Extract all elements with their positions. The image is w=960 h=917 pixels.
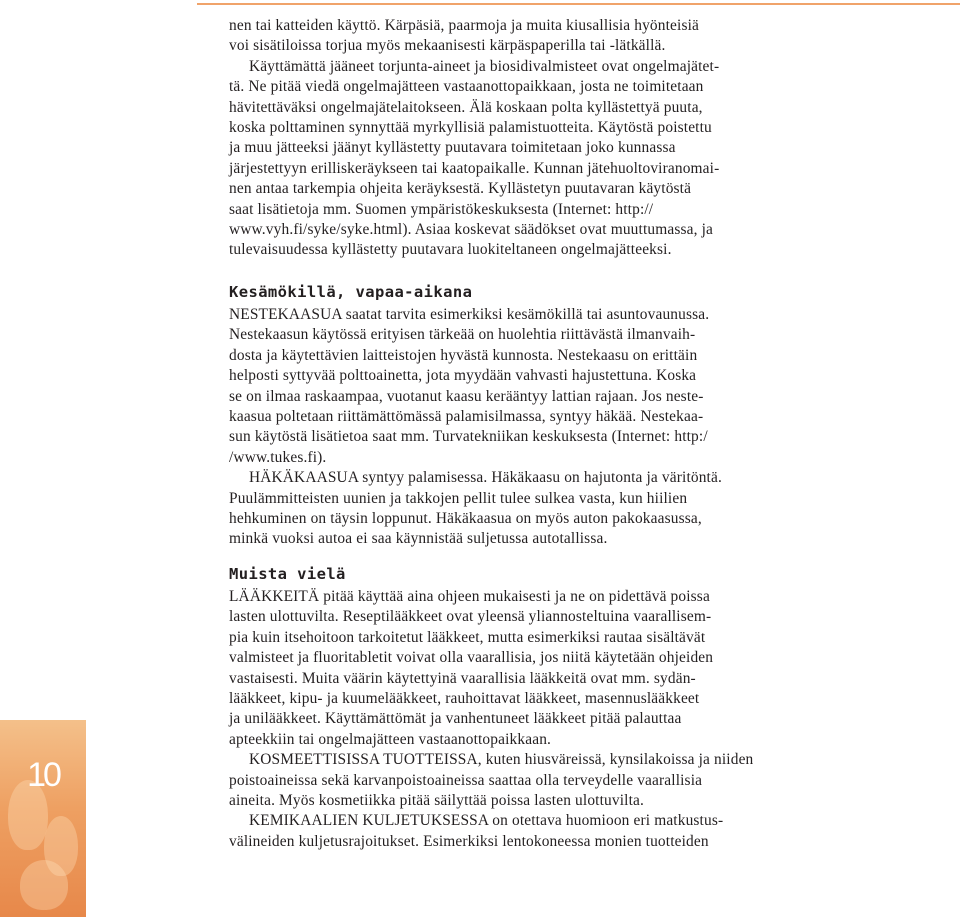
text-line: helposti syttyvää polttoainetta, jota myydään vahvasti hajustettuna. Koska [229, 367, 697, 385]
text-line: Puulämmitteisten uunien ja takkojen pellit tulee sulkea vasta, kun hiilien [229, 489, 688, 507]
text-line: koska polttaminen synnyttää myrkyllisiä palamistuotteita. Käytöstä poistettu [229, 119, 712, 137]
section-heading-muista-viela: Muista vielä [229, 565, 346, 583]
text-line: poistoaineissa sekä karvanpoistoaineissa saattaa olla terveydelle vaarallisia [229, 771, 703, 789]
section-heading-vapaa-aika: Kesämökillä, vapaa-aikana [229, 283, 473, 301]
text-line: sun käytöstä lisätietoa saat mm. Turvatekniikan keskuksesta (Internet: http:/ [229, 428, 708, 446]
text-line: tä. Ne pitää viedä ongelmajätteen vastaanottopaikkaan, josta ne toimitetaan [229, 78, 704, 96]
text-line: www.vyh.fi/syke/syke.html). Asiaa koskevat säädökset ovat muuttumassa, ja [229, 221, 713, 239]
text-line: Käyttämättä jääneet torjunta-aineet ja biosidivalmisteet ovat ongelmajätet- [249, 57, 720, 75]
text-line: /www.tukes.fi). [229, 448, 327, 466]
text-line: lääkkeet, kipu- ja kuumelääkkeet, rauhoittavat lääkkeet, masennuslääkkeet [229, 690, 700, 708]
vapaa-aika-paragraphs [229, 305, 829, 550]
text-line: HÄKÄKAASUA syntyy palamisessa. Häkäkaasu on hajutonta ja väritöntä. [249, 469, 722, 487]
text-line: nen antaa tarkempia ohjeita keräyksestä. Kyllästetyn puutavaran käytöstä [229, 180, 692, 198]
text-line: ja muu jätteeksi jäänyt kyllästetty puutavara toimitetaan joko kunnassa [229, 139, 676, 157]
text-line: hehkuminen on täysin loppunut. Häkäkaasua on myös auton pakokaasussa, [229, 510, 702, 528]
intro-paragraph [229, 16, 829, 261]
text-line: nen tai katteiden käyttö. Kärpäsiä, paarmoja ja muita kiusallisia hyönteisiä [229, 17, 699, 34]
text-line: pia kuin itsehoitoon tarkoitetut lääkkeet, mutta esimerkiksi rautaa sisältävät [229, 628, 706, 646]
text-line: KEMIKAALIEN KULJETUKSESSA on otettava huomioon eri matkustus- [249, 812, 724, 830]
text-line: tulevaisuudessa kyllästetty puutavara luokiteltaneen ongelmajätteeksi. [229, 241, 672, 259]
text-line: NESTEKAASUA saatat tarvita esimerkiksi kesämökillä tai asuntovaunussa. [229, 306, 710, 323]
text-line: välineiden kuljetusrajoitukset. Esimerkiksi lentokoneessa monien tuotteiden [229, 832, 709, 850]
text-line: se on ilmaa raskaampaa, vuotanut kaasu kerääntyy lattian rajaan. Jos neste- [229, 387, 704, 405]
text-line: dosta ja käytettävien laitteistojen hyvästä kunnosta. Nestekaasu on erittäin [229, 346, 698, 364]
text-line: hävitettäväksi ongelmajätelaitokseen. Älä koskaan polta kyllästettyä puuta, [229, 98, 703, 116]
text-line: järjestettyyn erilliskeräykseen tai kaatopaikalle. Kunnan jätehuoltoviranomai- [229, 159, 720, 177]
muista-viela-paragraphs [229, 587, 829, 852]
text-line: apteekkiin tai ongelmajätteen vastaanottopaikkaan. [229, 730, 552, 748]
top-decorative-rule [197, 3, 960, 5]
text-line: kaasua poltetaan riittämättömässä palamisilmassa, syntyy häkää. Nestekaa- [229, 408, 704, 426]
text-line: KOSMEETTISISSA TUOTTEISSA, kuten hiusväreissä, kynsilakoissa ja niiden [249, 751, 754, 769]
text-line: saat lisätietoja mm. Suomen ympäristökeskuksesta (Internet: http:// [229, 200, 654, 218]
text-line: valmisteet ja fluoritabletit voivat olla vaarallisia, jos niitä käytetään ohjeiden [229, 649, 714, 667]
text-line: lasten ulottuvilta. Reseptilääkkeet ovat yleensä yliannosteltuina vaarallisem- [229, 608, 712, 626]
text-line: LÄÄKKEITÄ pitää käyttää aina ohjeen mukaisesti ja ne on pidettävä poissa [229, 588, 710, 605]
text-line: ja unilääkkeet. Käyttämättömät ja vanhentuneet lääkkeet pitää palauttaa [229, 710, 682, 728]
text-line: voi sisätiloissa torjua myös mekaanisesti kärpäspaperilla tai -lätkällä. [229, 37, 666, 55]
page-number: 10 [27, 756, 59, 794]
text-line: vastaisesti. Muita väärin käytettyinä vaarallisia lääkkeitä ovat mm. sydän- [229, 669, 696, 687]
text-line: aineita. Myös kosmetiikka pitää säilyttää poissa lasten ulottuvilta. [229, 792, 644, 810]
text-line: Nestekaasun käytössä erityisen tärkeää on huolehtia riittävästä ilmanvaih- [229, 326, 696, 344]
page-number-tab [0, 720, 86, 917]
text-line: minkä vuoksi autoa ei saa käynnistää suljetussa autotallissa. [229, 530, 608, 548]
